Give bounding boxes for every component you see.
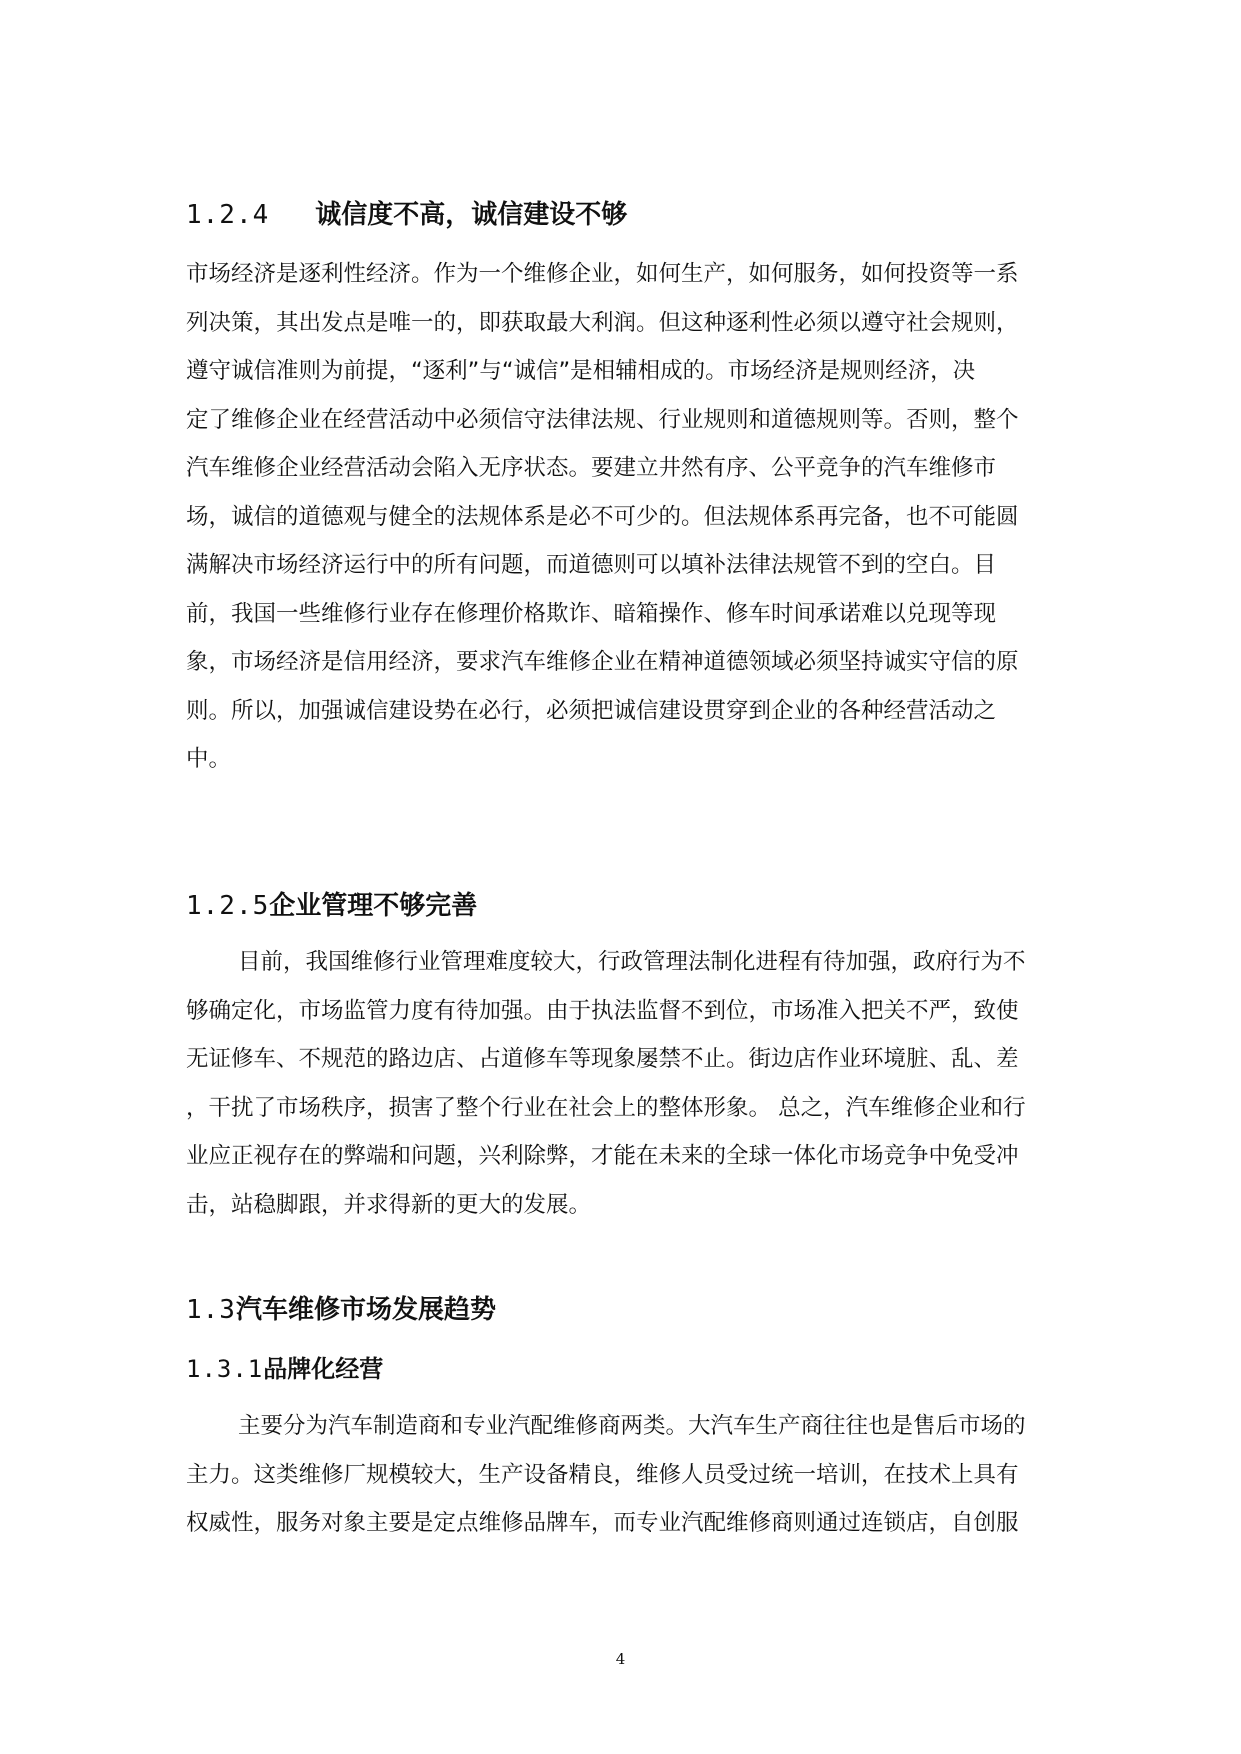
- text-line: 列决策，其出发点是唯一的，即获取最大利润。但这种逐利性必须以遵守社会规则，: [186, 309, 1019, 336]
- section-title: 企业管理不够完善: [269, 891, 478, 921]
- text-line: 定了维修企业在经营活动中必须信守法律法规、行业规则和道德规则等。否则，整个: [186, 406, 1019, 433]
- text-line: ，干扰了市场秩序，损害了整个行业在社会上的整体形象。 总之，汽车维修企业和行: [186, 1094, 1026, 1121]
- text-line: 遵守诚信准则为前提，“逐利”与“诚信”是相辅相成的。市场经济是规则经济，决: [186, 358, 976, 384]
- section-title: 品牌化经营: [263, 1355, 384, 1383]
- text-line: 主要分为汽车制造商和专业汽配维修商两类。大汽车生产商往往也是售后市场的: [238, 1413, 1026, 1439]
- text-line: 够确定化，市场监管力度有待加强。由于执法监督不到位，市场准入把关不严，致使: [186, 997, 1019, 1024]
- text-line: 无证修车、不规范的路边店、占道修车等现象屡禁不止。街边店作业环境脏、乱、差: [186, 1046, 1019, 1072]
- text-line: 满解决市场经济运行中的所有问题，而道德则可以填补法律法规管不到的空白。目: [186, 552, 997, 578]
- text-line: 则。所以，加强诚信建设势在必行，必须把诚信建设贯穿到企业的各种经营活动之: [186, 697, 997, 724]
- text-line: 汽车维修企业经营活动会陷入无序状态。要建立井然有序、公平竞争的汽车维修市: [186, 455, 997, 481]
- section-heading-1-3-1: [186, 1349, 383, 1384]
- text-line: 场，诚信的道德观与健全的法规体系是必不可少的。但法规体系再完备，也不可能圆: [186, 503, 1019, 530]
- text-line: 象，市场经济是信用经济，要求汽车维修企业在精神道德领域必须坚持诚实守信的原: [186, 649, 1019, 675]
- text-line: 市场经济是逐利性经济。作为一个维修企业，如何生产，如何服务，如何投资等一系: [186, 261, 1019, 287]
- text-line: 中。: [186, 746, 232, 772]
- text-line: 目前，我国维修行业管理难度较大，行政管理法制化进程有待加强，政府行为不: [238, 949, 1026, 975]
- paragraph-management: [186, 938, 1106, 1229]
- text-line: 主力。这类维修厂规模较大，生产设备精良，维修人员受过统一培训，在技术上具有: [186, 1461, 1019, 1488]
- paragraph-integrity: [186, 250, 1106, 784]
- text-line: 业应正视存在的弊端和问题，兴利除弊，才能在未来的全球一体化市场竞争中免受冲: [186, 1143, 1019, 1169]
- page-number: 4: [615, 1650, 626, 1668]
- section-number: 1.2.4: [186, 200, 270, 230]
- text-line: 击，站稳脚跟，并求得新的更大的发展。: [186, 1191, 592, 1218]
- section-title: 诚信度不高，诚信建设不够: [315, 200, 628, 230]
- section-number: 1.3: [186, 1295, 236, 1325]
- text-line: 权威性，服务对象主要是定点维修品牌车，而专业汽配维修商则通过连锁店，自创服: [186, 1510, 1019, 1536]
- section-heading-1-2-4: [186, 194, 627, 231]
- section-heading-1-2-5: [186, 885, 477, 922]
- section-number: 1.2.5: [186, 891, 270, 921]
- section-number: 1.3.1: [186, 1355, 264, 1383]
- section-title: 汽车维修市场发展趋势: [235, 1295, 496, 1325]
- section-heading-1-3: [186, 1289, 496, 1326]
- paragraph-branding: [186, 1402, 1106, 1548]
- text-line: 前，我国一些维修行业存在修理价格欺诈、暗箱操作、修车时间承诺难以兑现等现: [186, 600, 997, 627]
